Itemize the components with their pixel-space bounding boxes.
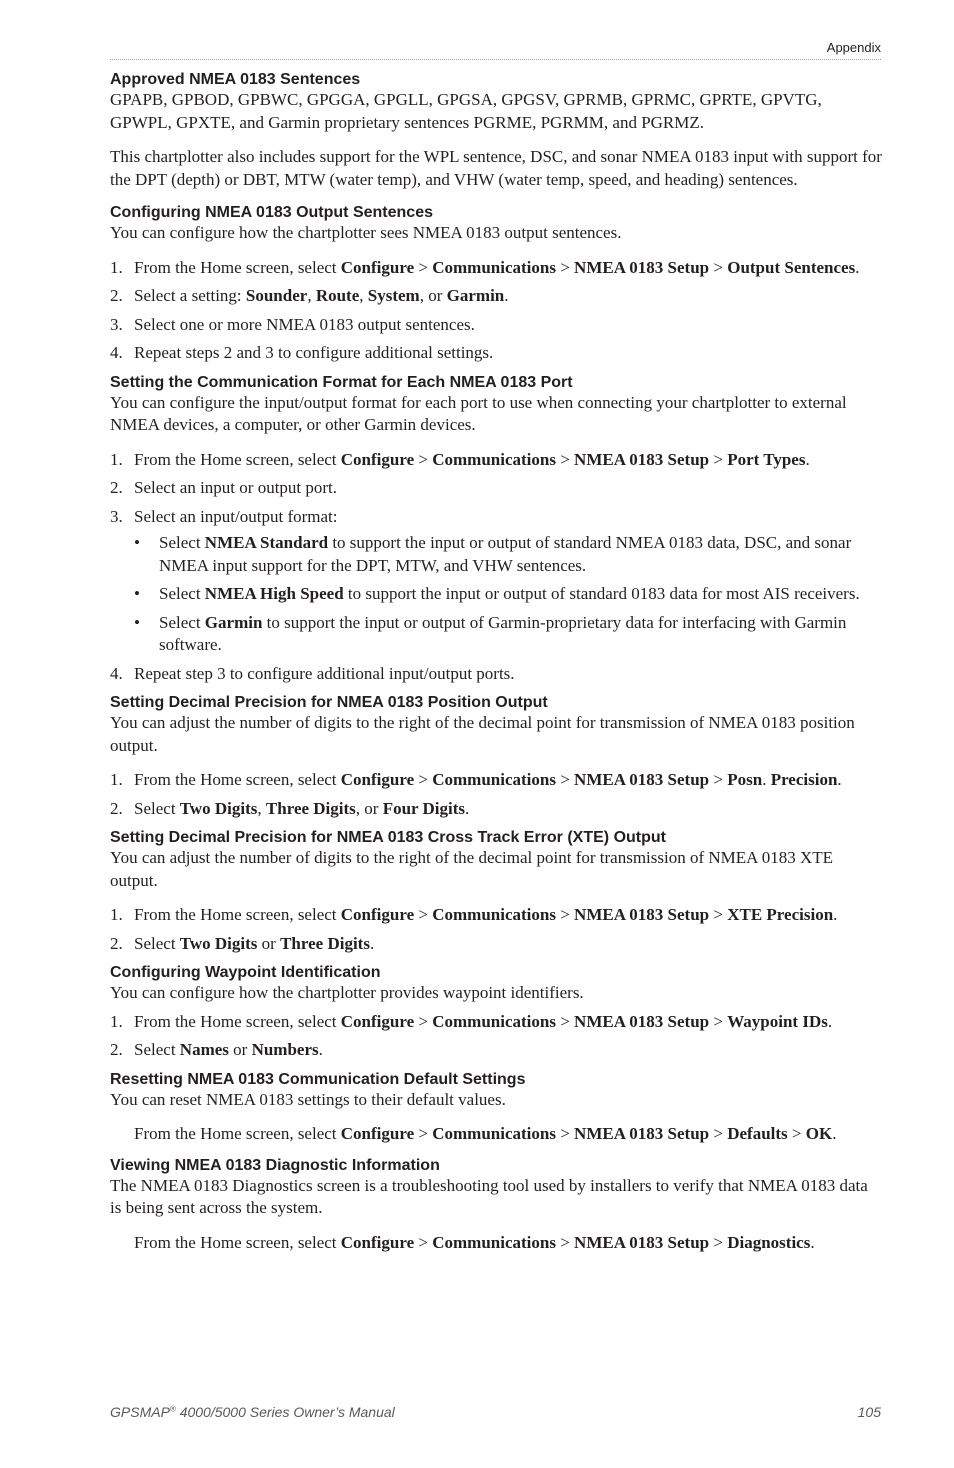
section-heading-diagnostics: Viewing NMEA 0183 Diagnostic Information (110, 1156, 440, 1174)
single-step: From the Home screen, select Configure > Communications > NMEA 0183 Setup > Diagnostics. (134, 1232, 815, 1252)
step-item: 4. Repeat step 3 to configure additional input/output ports. (110, 663, 515, 683)
footer-page-number: 105 (857, 1404, 881, 1420)
step-list (110, 257, 882, 365)
step-item: 1. From the Home screen, select Configure > Communications > NMEA 0183 Setup > Output Sentences. (110, 257, 860, 277)
section-intro: You can reset NMEA 0183 settings to their default values. (110, 1089, 506, 1109)
step-list (110, 769, 882, 820)
bullet-item: • Select NMEA High Speed to support the input or output of standard 0183 data for most AIS receivers. (134, 584, 860, 603)
section-intro: You can adjust the number of digits to the right of the decimal point for transmission of NMEA 0183 XTE output. (110, 848, 834, 890)
page-content (110, 70, 882, 1264)
step-list (110, 904, 882, 955)
section-heading-output-sentences: Configuring NMEA 0183 Output Sentences (110, 204, 433, 221)
step-item: 2. Select a setting: Sounder, Route, System, or Garmin. (110, 286, 509, 305)
header-rule (110, 59, 881, 60)
step-item: 1. From the Home screen, select Configure > Communications > NMEA 0183 Setup > Posn. Precision. (110, 770, 842, 789)
step-list (110, 449, 882, 686)
footer-manual-title: GPSMAP® 4000/5000 Series Owner’s Manual (110, 1404, 395, 1420)
step-item: 2. Select Two Digits, Three Digits, or Four Digits. (110, 798, 470, 818)
step-item: 1. From the Home screen, select Configure > Communications > NMEA 0183 Setup > XTE Precision. (110, 905, 838, 924)
step-item: 4. Repeat steps 2 and 3 to configure additional settings. (110, 343, 494, 362)
support-paragraph: This chartplotter also includes support for the WPL sentence, DSC, and sonar NMEA 0183 input with support for the DPT (depth) or DBT, MTW (water temp), and VHW (water temp, speed, and heading) sentences. (110, 147, 882, 189)
section-heading-port-format: Setting the Communication Format for Each NMEA 0183 Port (110, 373, 573, 391)
running-header: Appendix (826, 40, 881, 55)
section-intro: The NMEA 0183 Diagnostics screen is a troubleshooting tool used by installers to verify that NMEA 0183 data is being sent across the system. (110, 1175, 868, 1217)
step-item: 3. Select an input/output format: • Select NMEA Standard to support the input or output of standard NMEA 0183 data, DSC, and sonar NMEA input support for the DPT, MTW, and VHW sentences. • Select NMEA High Speed to support the input or output of standard 0183 data for most AIS receivers. • Select Garmin to support the input or output of Garmin-proprietary data for interfacing with Garmin software. (110, 506, 882, 657)
step-item: 1. From the Home screen, select Configure > Communications > NMEA 0183 Setup > Waypoint IDs. (110, 1011, 833, 1031)
bullet-item: • Select NMEA Standard to support the input or output of standard NMEA 0183 data, DSC, and sonar NMEA input support for the DPT, MTW, and VHW sentences. (134, 533, 852, 575)
section-intro: You can configure how the chartplotter provides waypoint identifiers. (110, 983, 584, 1002)
section-heading-waypoint-ids: Configuring Waypoint Identification (110, 964, 381, 981)
step-item: 1. From the Home screen, select Configure > Communications > NMEA 0183 Setup > Port Types. (110, 449, 810, 469)
approved-sentences-list: GPAPB, GPBOD, GPBWC, GPGGA, GPGLL, GPGSA, GPGSV, GPRMB, GPRMC, GPRTE, GPVTG, GPWPL, GPXTE, and Garmin proprietary sentences PGRME, PGRMM, and PGRMZ. (110, 90, 822, 132)
bullet-item: • Select Garmin to support the input or output of Garmin-proprietary data for interfacing with Garmin software. (134, 612, 847, 654)
section-intro: You can configure how the chartplotter sees NMEA 0183 output sentences. (110, 223, 622, 242)
section-heading-reset-defaults: Resetting NMEA 0183 Communication Default Settings (110, 1070, 526, 1088)
step-item: 2. Select Two Digits or Three Digits. (110, 933, 375, 953)
step-item: 3. Select one or more NMEA 0183 output sentences. (110, 314, 475, 334)
single-step: From the Home screen, select Configure > Communications > NMEA 0183 Setup > Defaults > OK. (134, 1124, 837, 1143)
section-heading-approved-sentences: Approved NMEA 0183 Sentences (110, 71, 361, 88)
step-item: 2. Select Names or Numbers. (110, 1040, 323, 1059)
section-intro: You can configure the input/output format for each port to use when connecting your chartplotter to external NMEA devices, a computer, or other Garmin devices. (110, 392, 847, 434)
step-item: 2. Select an input or output port. (110, 478, 338, 497)
section-intro: You can adjust the number of digits to the right of the decimal point for transmission of NMEA 0183 position output. (110, 713, 855, 755)
bullet-list (134, 532, 882, 657)
section-heading-xte-precision: Setting Decimal Precision for NMEA 0183 Cross Track Error (XTE) Output (110, 829, 666, 846)
step-list (110, 1011, 882, 1062)
section-heading-position-precision: Setting Decimal Precision for NMEA 0183 Position Output (110, 694, 548, 711)
